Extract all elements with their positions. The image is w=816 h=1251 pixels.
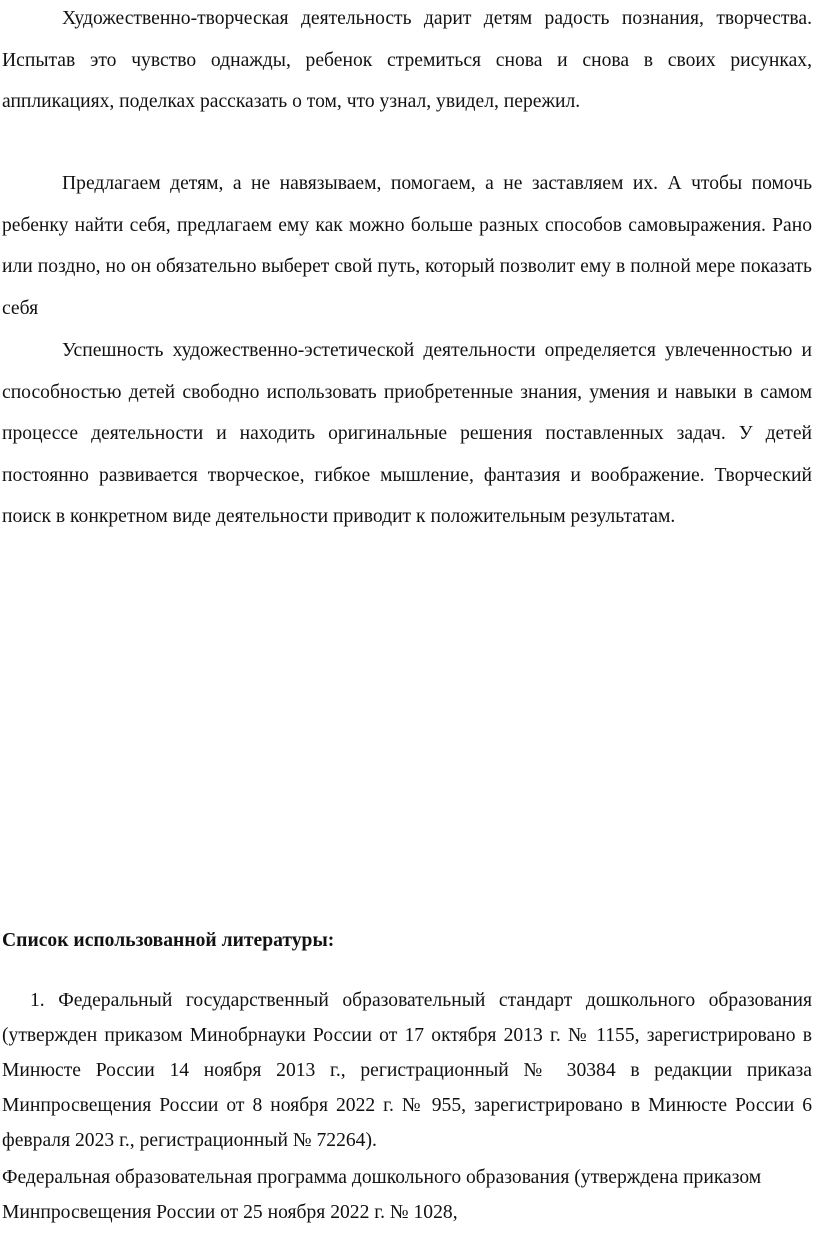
paragraph-1: Художественно-творческая деятельность дарит детям радость познания, творчества. Испытав это чувство однажды, ребенок стремиться снова и снова в своих рисунках, аппликациях, поделках рассказать о том, что узнал, увидел, пережил.: [2, 8, 812, 112]
references-heading: Список использованной литературы:: [2, 930, 335, 951]
paragraph-2: Предлагаем детям, а не навязываем, помогаем, а не заставляем их. А чтобы помочь ребенку найти себя, предлагаем ему как можно больше разных способов самовыражения. Рано или поздно, но он обязательно выберет свой путь, который позволит ему в полной мере показать себя: [2, 173, 812, 319]
reference-item-1: 1. Федеральный государственный образовательный стандарт дошкольного образования (утвержден приказом Минобрнауки России от 17 октября 2013 г. № 1155, зарегистрировано в Минюсте России 14 ноября 2013 г., регистрационный № 30384 в редакции приказа Минпросвещения России от 8 ноября 2022 г. № 955, зарегистрировано в Минюсте России 6 февраля 2023 г., регистрационный № 72264).: [2, 990, 812, 1151]
reference-continuation: Федеральная образовательная программа дошкольного образования (утверждена приказом Минпросвещения России от 25 ноября 2022 г. № 1028,: [2, 1167, 762, 1223]
paragraph-3: Успешность художественно-эстетической деятельности определяется увлеченностью и способностью детей свободно использовать приобретенные знания, умения и навыки в самом процессе деятельности и находить оригинальные решения поставленных задач. У детей постоянно развивается творческое, гибкое мышление, фантазия и воображение. Творческий поиск в конкретном виде деятельности приводит к положительным результатам.: [2, 340, 812, 527]
references-list: [2, 983, 812, 1158]
